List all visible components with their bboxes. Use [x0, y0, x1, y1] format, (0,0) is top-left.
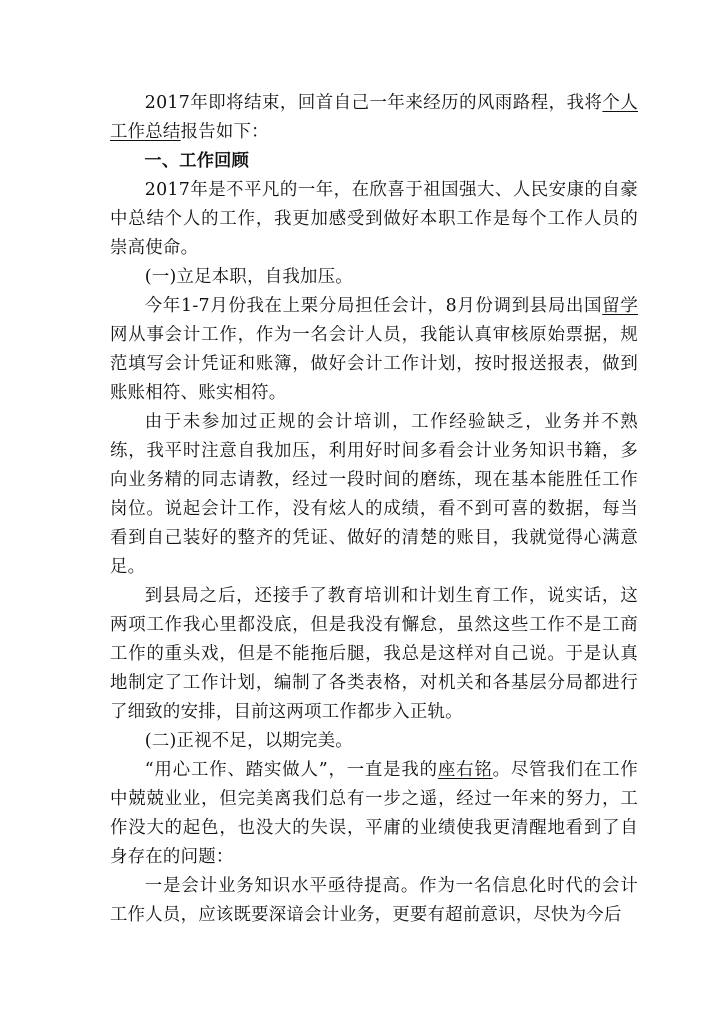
paragraph-intro-end: 报告如下：	[180, 122, 269, 142]
section-heading-work-review: 一、工作回顾	[144, 151, 250, 171]
subheading-face-shortcomings: (二)正视不足，以期完美。	[144, 731, 353, 751]
link-motto[interactable]: 座右铭	[437, 760, 493, 780]
document-body	[110, 89, 638, 930]
paragraph-year-summary: 2017年是不平凡的一年，在欣喜于祖国强大、人民安康的自豪中总结个人的工作，我更加感受到做好本职工作是每个工作人员的崇高使命。	[110, 180, 638, 258]
subheading-stand-firm: (一)立足本职，自我加压。	[144, 267, 353, 287]
paragraph-knowledge-gap: 一是会计业务知识水平亟待提高。作为一名信息化时代的会计工作人员，应该既要深谙会计业务，更要有超前意识，尽快为今后	[110, 876, 638, 925]
link-personal-work-summary[interactable]: 个人工作总结	[110, 93, 638, 142]
paragraph-intro-text: 2017年即将结束，回首自己一年来经历的风雨路程，我将	[144, 93, 603, 113]
paragraph-accounting-duties	[110, 292, 638, 408]
paragraph-intro	[110, 89, 638, 147]
paragraph-accounting-text: 今年1-7月份我在上栗分局担任会计，8月份调到县局出国	[144, 296, 603, 316]
paragraph-self-improvement: 由于未参加过正规的会计培训，工作经验缺乏，业务并不熟练，我平时注意自我加压，利用好时间多看会计业务知识书籍，多向业务精的同志请教，经过一段时间的磨练，现在基本能胜任工作岗位。说起会计工作，没有炫人的成绩，看不到可喜的数据，每当看到自己装好的整齐的凭证、做好的清楚的账目，我就觉得心满意足。	[110, 412, 638, 577]
paragraph-accounting-end: 网从事会计工作，作为一名会计人员，我能认真审核原始票据，规范填写会计凭证和账簿，做好会计工作计划，按时报送报表，做到账账相符、账实相符。	[110, 325, 638, 403]
paragraph-motto-end: 。尽管我们在工作中兢兢业业，但完美离我们总有一步之遥，经过一年来的努力，工作没大的起色，也没大的失误，平庸的业绩使我更清醒地看到了自身存在的问题：	[110, 760, 638, 867]
paragraph-new-tasks: 到县局之后，还接手了教育培训和计划生育工作，说实话，这两项工作我心里都没底，但是我没有懈怠，虽然这些工作不是工商工作的重头戏，但是不能拖后腿，我总是这样对自己说。于是认真地制定了工作计划，编制了各类表格，对机关和各基层分局都进行了细致的安排，目前这两项工作都步入正轨。	[110, 586, 638, 722]
paragraph-motto	[110, 756, 638, 872]
paragraph-motto-text: “用心工作、踏实做人”，一直是我的	[144, 760, 438, 780]
link-study-abroad[interactable]: 留学	[602, 296, 638, 316]
